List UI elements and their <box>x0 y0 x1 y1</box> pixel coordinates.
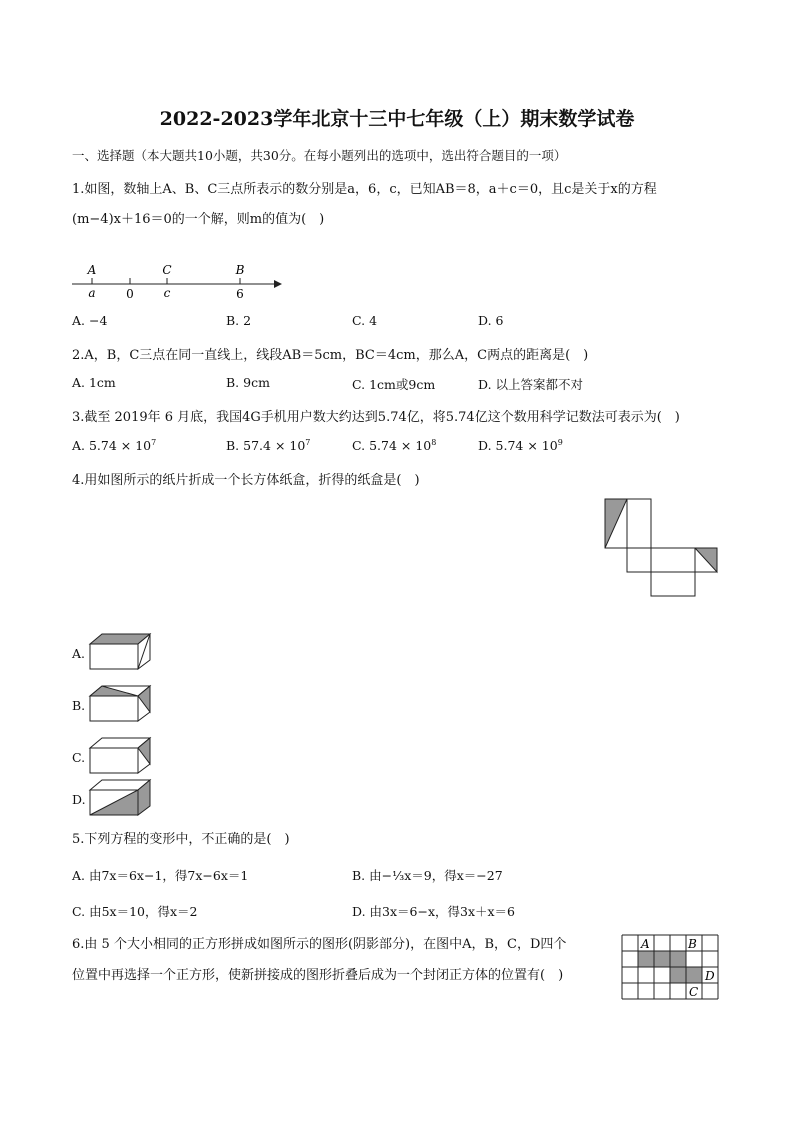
q2-option-d[interactable]: D. 以上答案都不对 <box>478 377 584 392</box>
grid-label-a: A <box>641 937 650 951</box>
q4-option-c-label[interactable]: C. <box>72 750 86 765</box>
grid-label-c: C <box>689 985 699 999</box>
number-line-figure <box>70 262 285 304</box>
q1-line1: 1.如图，数轴上A、B、C三点所表示的数分别是a，6，c，已知AB＝8，a＋c＝0，且c是关于x的方程 <box>72 182 657 197</box>
value-label-c: c <box>163 286 171 300</box>
q4-option-d-label[interactable]: D. <box>72 792 86 807</box>
point-label-b: B <box>235 263 245 277</box>
q4-option-b-box[interactable] <box>88 684 154 724</box>
q5-option-d[interactable]: D. 由3x＝6−x，得3x＋x＝6 <box>352 904 516 919</box>
q5-option-c[interactable]: C. 由5x＝10，得x＝2 <box>72 904 198 919</box>
q3-text: 3.截至 2019年 6 月底，我国4G手机用户数大约达到5.74亿，将5.74亿这个数用科学记数法可表示为( ) <box>72 410 680 425</box>
q1-option-b[interactable]: B. 2 <box>226 313 252 328</box>
value-label-0: 0 <box>126 287 134 301</box>
page-title: 2022-2023学年北京十三中七年级（上）期末数学试卷 <box>159 108 635 130</box>
square-grid-figure <box>622 935 720 1003</box>
value-label-a: a <box>88 286 96 300</box>
q5-option-b[interactable]: B. 由−⅓x＝9，得x＝−27 <box>352 868 503 883</box>
grid-label-d: D <box>705 969 715 983</box>
q4-option-a-label[interactable]: A. <box>72 646 86 661</box>
q1-option-a[interactable]: A. −4 <box>72 313 108 328</box>
q6-line2: 位置中再选择一个正方形，使新拼接成的图形折叠后成为一个封闭正方体的位置有( ) <box>72 968 564 983</box>
q2-text: 2.A，B，C三点在同一直线上，线段AB＝5cm，BC＝4cm，那么A，C两点的距离是( ) <box>72 348 589 363</box>
q3-option-c[interactable]: C. $5.74 \times 10^8$ <box>352 438 437 454</box>
q1-option-d[interactable]: D. 6 <box>478 313 504 328</box>
q3-option-b[interactable]: B. $57.4 \times 10^7$ <box>226 438 311 454</box>
q5-option-a[interactable]: A. 由7x＝6x−1，得7x−6x＝1 <box>72 868 249 883</box>
section-heading: 一、选择题（本大题共10小题，共30分。在每小题列出的选项中，选出符合题目的一项） <box>72 148 567 163</box>
grid-label-b: B <box>688 937 697 951</box>
point-label-c: C <box>162 263 172 277</box>
q4-text: 4.用如图所示的纸片折成一个长方体纸盒，折得的纸盒是( ) <box>72 473 420 488</box>
point-label-a: A <box>87 263 97 277</box>
q4-option-b-label[interactable]: B. <box>72 698 86 713</box>
q3-option-a[interactable]: A. $5.74 \times 10^7$ <box>72 438 157 454</box>
q5-text: 5.下列方程的变形中，不正确的是( ) <box>72 832 290 847</box>
value-label-6: 6 <box>236 287 244 301</box>
box-net-figure <box>604 498 722 600</box>
q3-option-d[interactable]: D. $5.74 \times 10^9$ <box>478 438 563 454</box>
q2-option-c[interactable]: C. 1cm或9cm <box>352 377 436 392</box>
q1-line2: (m−4)x＋16＝0的一个解，则m的值为( ) <box>72 212 325 227</box>
q2-option-b[interactable]: B. 9cm <box>226 375 270 390</box>
q1-option-c[interactable]: C. 4 <box>352 313 378 328</box>
q4-option-c-box[interactable] <box>88 736 154 776</box>
q4-option-d-box[interactable] <box>88 778 154 818</box>
q2-option-a[interactable]: A. 1cm <box>72 375 116 390</box>
q4-option-a-box[interactable] <box>88 632 154 672</box>
q6-line1: 6.由 5 个大小相同的正方形拼成如图所示的图形(阴影部分)，在图中A，B，C，D四个 <box>72 937 567 952</box>
